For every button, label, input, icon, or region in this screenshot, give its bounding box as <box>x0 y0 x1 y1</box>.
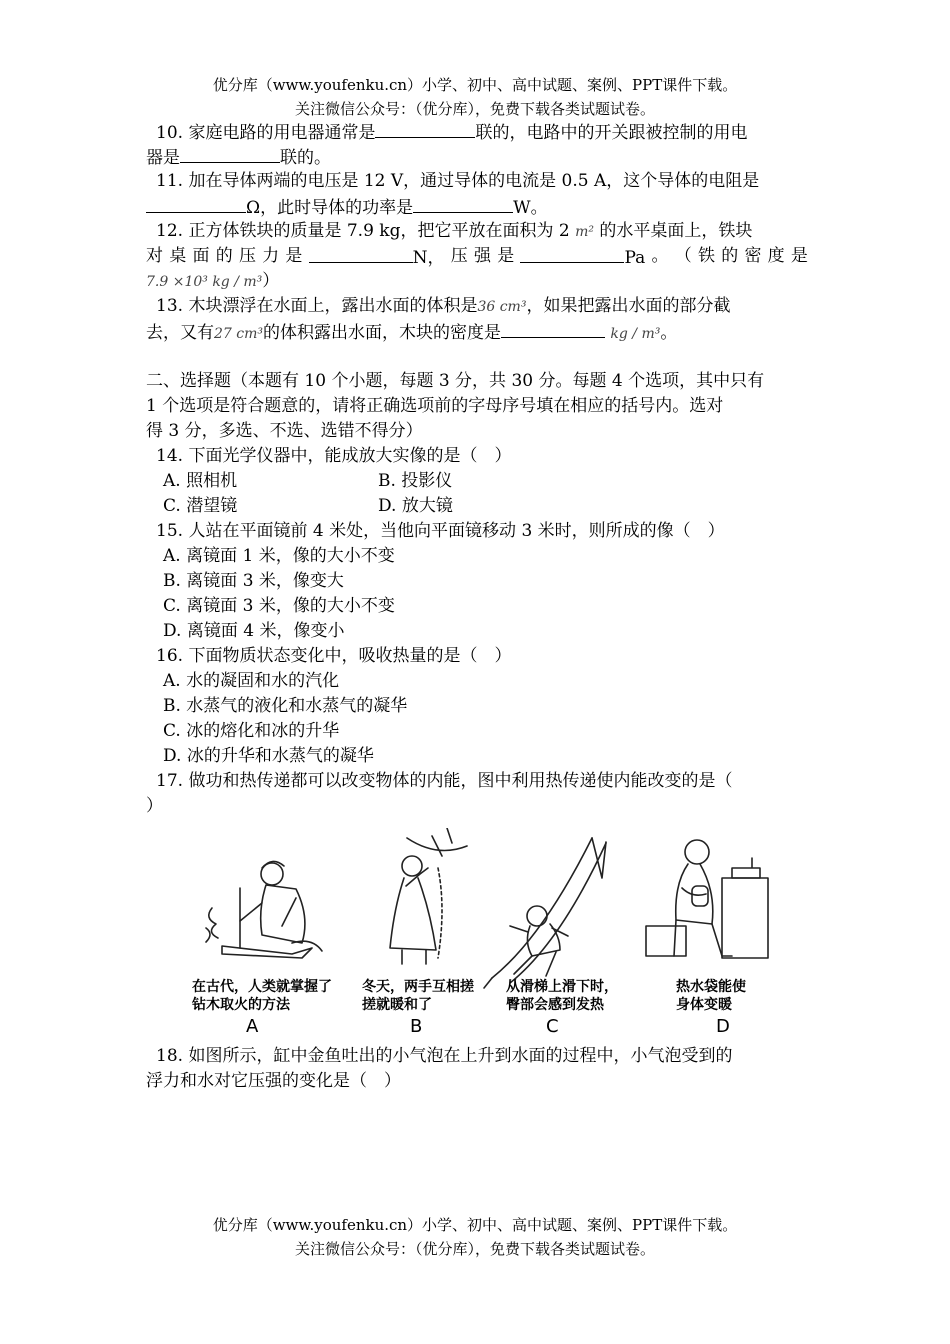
q12-char: 力 <box>262 246 280 266</box>
q13-blank[interactable] <box>501 319 605 338</box>
illustration-c-slide <box>484 838 606 988</box>
q12-line-1 <box>156 219 818 245</box>
q13-text-e: 。 <box>660 323 678 343</box>
q11-text-b: Ω，此时导体的功率是 <box>246 198 414 218</box>
q13-unit: kg / m³ <box>610 326 661 342</box>
q11-line-1: 11. 加在导体两端的电压是 12 V，通过导体的电流是 0.5 A，这个导体的电阻是 <box>156 171 760 191</box>
q14-option-a: A. 照相机 <box>163 471 238 491</box>
label-d: D <box>716 1016 730 1037</box>
q12-char: （ <box>674 246 692 266</box>
q12-char: 桌 <box>169 246 187 266</box>
label-c: C <box>546 1016 559 1037</box>
q10-text-a: 10. 家庭电路的用电器通常是 <box>156 123 376 143</box>
q12-close: ） <box>262 271 280 291</box>
q12-char: 是 <box>790 246 808 266</box>
illustration-a-fire-drill <box>206 861 322 958</box>
q15-option-b: B. 离镜面 3 米，像变大 <box>163 571 344 591</box>
q12-density: 7.9 ×10³ kg / m³ <box>146 274 263 290</box>
q11-text-c: W。 <box>513 198 548 218</box>
q14-stem: 14. 下面光学仪器中，能成放大实像的是（ ） <box>156 446 512 466</box>
q12-char: 对 <box>146 246 163 266</box>
q10-text-c: 器是 <box>146 148 180 168</box>
q11-blank-2[interactable] <box>413 194 513 213</box>
q12-unit-m2: m² <box>575 224 594 240</box>
q18-line-2: 浮力和水对它压强的变化是（ ） <box>146 1071 401 1091</box>
header-line-2: 关注微信公众号：（优分库），免费下载各类试题试卷。 <box>294 100 655 118</box>
q12-char: 度 <box>767 246 785 266</box>
q13-line-1 <box>156 294 818 320</box>
q12-char: 强 <box>473 246 491 266</box>
illustration-d-hot-water-bag <box>646 840 768 958</box>
section2-line-1: 二、选择题（本题有 10 个小题，每题 3 分，共 30 分。每题 4 个选项，其中只有 <box>146 371 765 391</box>
footer-line-2: 关注微信公众号：（优分库），免费下载各类试题试卷。 <box>294 1240 655 1258</box>
q14-option-c: C. 潜望镜 <box>163 496 238 516</box>
q12-text-d: N， <box>412 248 445 268</box>
q10-line-1 <box>156 119 818 146</box>
caption-c-line-2: 臀部会感到发热 <box>506 997 604 1013</box>
q10-line-2 <box>146 144 808 171</box>
footer-line-1: 优分库（www.youfenku.cn）小学、初中、高中试题、案例、PPT课件下载。 <box>212 1216 738 1234</box>
q13-text-a: 13. 木块漂浮在水面上，露出水面的体积是 <box>156 296 478 316</box>
caption-b-line-1: 冬天，两手互相搓 <box>362 979 474 995</box>
header-line-1: 优分库（www.youfenku.cn）小学、初中、高中试题、案例、PPT课件下载。 <box>212 76 738 94</box>
q13-text-d: 的体积露出水面，木块的密度是 <box>263 323 501 343</box>
q17-line-2: ） <box>146 796 163 816</box>
q12-char: 面 <box>192 246 210 266</box>
caption-c-line-1: 从滑梯上滑下时， <box>506 979 618 995</box>
q15-option-a: A. 离镜面 1 米，像的大小不变 <box>163 546 395 566</box>
q12-char: 铁 <box>697 246 715 266</box>
q17-line-1: 17. 做功和热传递都可以改变物体的内能，图中利用热传递使内能改变的是（ <box>156 771 733 791</box>
q16-option-b: B. 水蒸气的液化和水蒸气的凝华 <box>163 696 408 716</box>
q12-char: 压 <box>238 246 256 266</box>
q10-text-d: 联的。 <box>280 148 331 168</box>
q11-blank-1[interactable] <box>146 194 246 213</box>
q13-volume-1: 36 cm³ <box>477 299 527 315</box>
q10-blank-1[interactable] <box>375 119 475 138</box>
q12-char: 的 <box>721 246 739 266</box>
q12-char: 。 <box>651 246 669 266</box>
q15-stem: 15. 人站在平面镜前 4 米处，当他向平面镜移动 3 米时，则所成的像（ ） <box>156 521 725 541</box>
q14-option-b: B. 投影仪 <box>378 471 453 491</box>
q16-stem: 16. 下面物质状态变化中，吸收热量的是（ ） <box>156 646 512 666</box>
q12-line-2 <box>146 244 808 271</box>
q13-text-b: ，如果把露出水面的部分截 <box>526 296 731 316</box>
q14-option-d: D. 放大镜 <box>378 496 453 516</box>
q15-option-d: D. 离镜面 4 米，像变小 <box>163 621 345 641</box>
q12-char: 是 <box>285 246 303 266</box>
q16-option-c: C. 冰的熔化和冰的升华 <box>163 721 340 741</box>
q12-text-a: 12. 正方体铁块的质量是 7.9 kg，把它平放在面积为 2 <box>156 221 570 241</box>
q12-char: 压 <box>450 246 468 266</box>
q16-option-d: D. 冰的升华和水蒸气的凝华 <box>163 746 374 766</box>
q17-figure <box>192 828 782 1038</box>
q10-blank-2[interactable] <box>180 144 280 163</box>
q12-text-f: Pa <box>624 248 646 268</box>
q12-blank-2[interactable] <box>520 244 624 263</box>
illustration-b-rubbing-hands <box>390 828 467 964</box>
q18-line-1: 18. 如图所示，缸中金鱼吐出的小气泡在上升到水面的过程中，小气泡受到的 <box>156 1046 733 1066</box>
label-b: B <box>410 1016 423 1037</box>
q10-text-b: 联的，电路中的开关跟被控制的用电 <box>475 123 748 143</box>
caption-a-line-1: 在古代，人类就掌握了 <box>192 979 332 995</box>
section2-line-2: 1 个选项是符合题意的，请将正确选项前的字母序号填在相应的括号内。选对 <box>146 396 724 416</box>
caption-d-line-1: 热水袋能使 <box>676 979 746 995</box>
q12-char: 是 <box>497 246 515 266</box>
q13-text-c: 去，又有 <box>146 323 214 343</box>
caption-d-line-2: 身体变暖 <box>676 997 732 1013</box>
q11-line-2 <box>146 194 808 221</box>
q12-line-3 <box>146 269 808 295</box>
q16-option-a: A. 水的凝固和水的汽化 <box>163 671 340 691</box>
section2-line-3: 得 3 分，多选、不选、选错不得分） <box>146 421 423 441</box>
caption-b-line-2: 搓就暖和了 <box>362 997 432 1013</box>
label-a: A <box>246 1016 259 1037</box>
q12-char: 密 <box>744 246 762 266</box>
q13-volume-2: 27 cm³ <box>214 326 263 342</box>
q13-line-2 <box>146 319 808 347</box>
q12-blank-1[interactable] <box>309 244 413 263</box>
caption-a-line-2: 钻木取火的方法 <box>192 997 290 1013</box>
q12-char: 的 <box>215 246 233 266</box>
q15-option-c: C. 离镜面 3 米，像的大小不变 <box>163 596 395 616</box>
q12-text-b: 的水平桌面上，铁块 <box>599 221 753 241</box>
